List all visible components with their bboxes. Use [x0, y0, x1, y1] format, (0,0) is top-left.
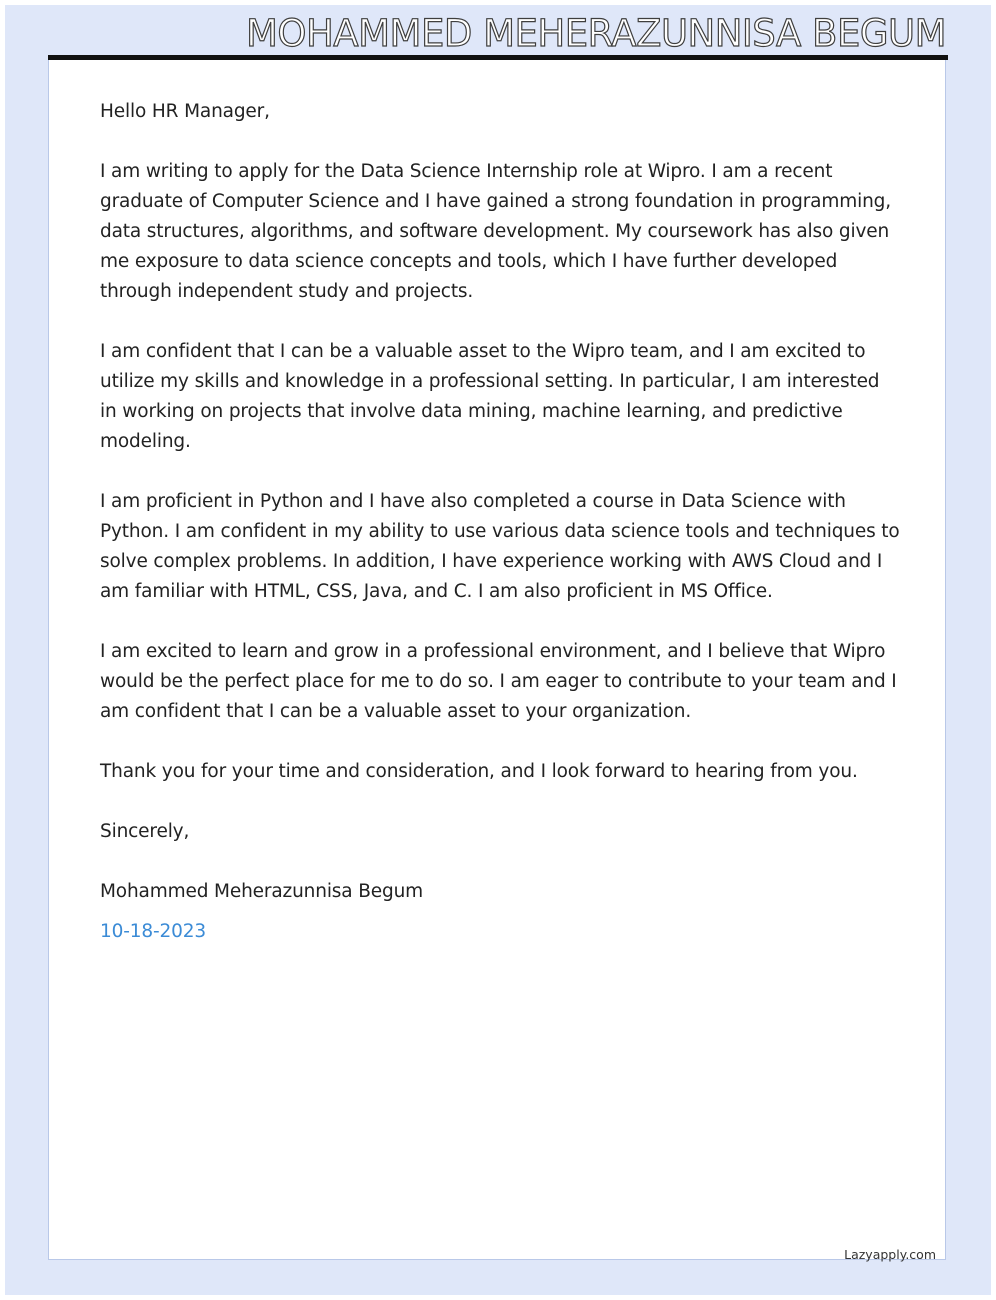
applicant-name-heading: MOHAMMED MEHERAZUNNISA BEGUM: [245, 12, 946, 55]
letter-date: 10-18-2023: [100, 921, 207, 942]
cover-letter-body: [100, 97, 900, 977]
closing: Sincerely,: [100, 821, 190, 842]
footer-watermark: Lazyapply.com: [844, 1247, 936, 1262]
paragraph-skills: I am proficient in Python and I have also completed a course in Data Science with Python. I am confident in my ability to use various data science tools and techniques to solve complex problems. In addition, I have experience working with AWS Cloud and I am familiar with HTML, CSS, Java, and C. I am also proficient in MS Office.: [100, 491, 900, 602]
signature-name: Mohammed Meherazunnisa Begum: [100, 881, 424, 902]
paragraph-value: I am confident that I can be a valuable asset to the Wipro team, and I am excited to utilize my skills and knowledge in a professional setting. In particular, I am interested in working on projects that involve data mining, machine learning, and predictive modeling.: [100, 341, 880, 452]
salutation: Hello HR Manager,: [100, 101, 270, 122]
paragraph-thanks: Thank you for your time and consideration, and I look forward to hearing from you.: [100, 761, 858, 782]
paragraph-intro: I am writing to apply for the Data Science Internship role at Wipro. I am a recent graduate of Computer Science and I have gained a strong foundation in programming, data structures, algorithms, and software development. My coursework has also given me exposure to data science concepts and tools, which I have further developed through independent study and projects.: [100, 161, 891, 302]
paragraph-growth: I am excited to learn and grow in a professional environment, and I believe that Wipro would be the perfect place for me to do so. I am eager to contribute to your team and I am confident that I can be a valuable asset to your organization.: [100, 641, 897, 722]
